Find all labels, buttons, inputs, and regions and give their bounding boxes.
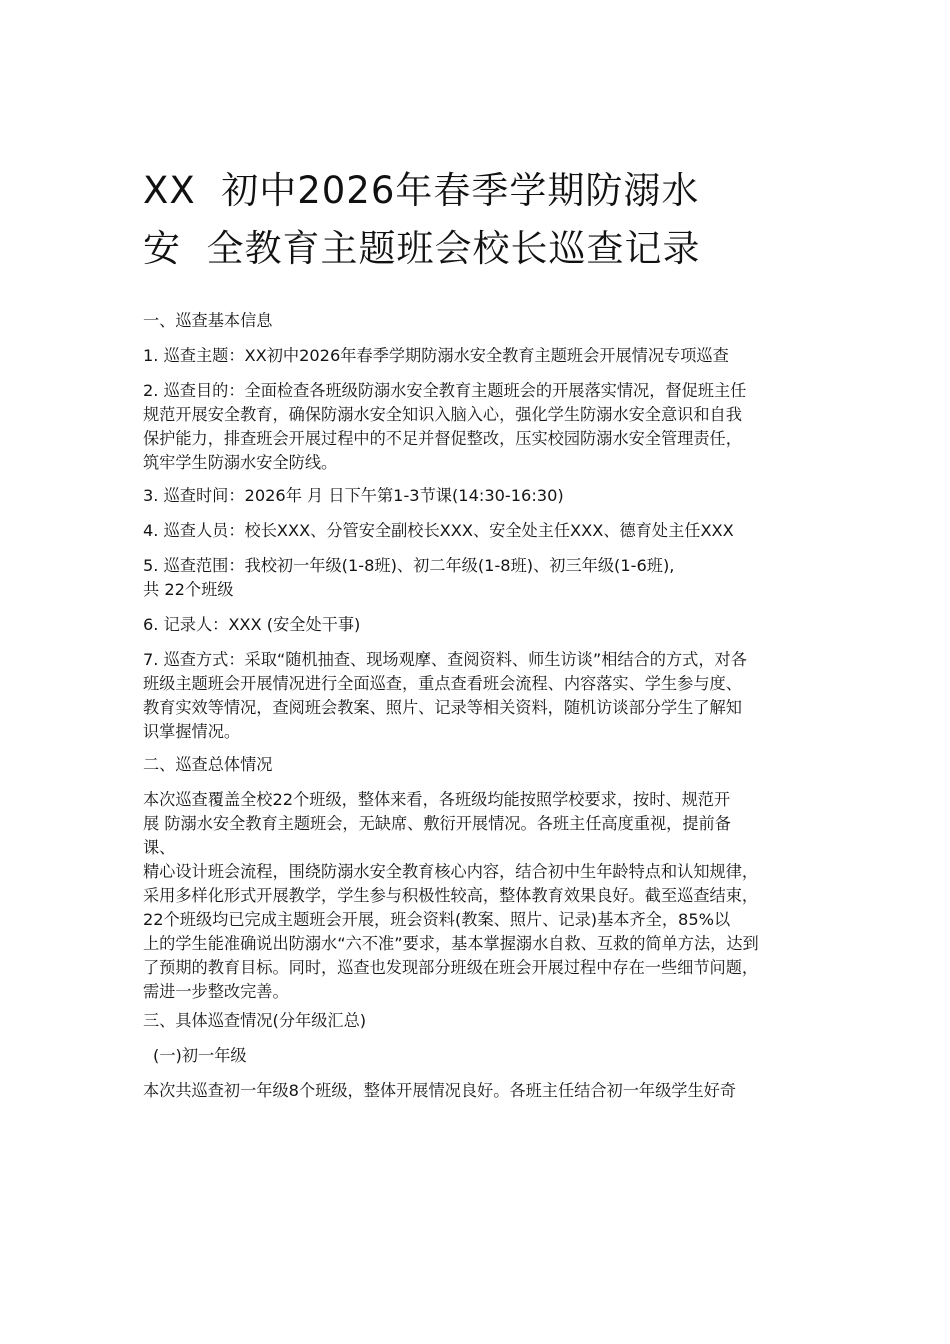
paragraph-inspection-purpose: 2. 巡查目的：全面检查各班级防溺水安全教育主题班会的开展落实情况，督促班主任 规范开展安全教育，确保防溺水安全知识入脑入心，强化学生防溺水安全意识和自我 保护能力，排查班会开展过程中的不足并督促整改，压实校园防溺水安全管理责任， 筑牢学生防溺水安全防线。 xyxy=(143,381,747,472)
document-title xyxy=(143,162,843,278)
title-line-2: 安 全教育主题班会校长巡查记录 xyxy=(143,227,701,270)
document-body xyxy=(143,309,823,1103)
section-heading-details: 三、具体巡查情况(分年级汇总) xyxy=(143,1011,367,1030)
paragraph-inspection-personnel: 4. 巡查人员：校长XXX、分管安全副校长XXX、安全处主任XXX、德育处主任XXX xyxy=(143,521,734,540)
section-heading-basic-info: 一、巡查基本信息 xyxy=(143,311,273,330)
paragraph-recorder: 6. 记录人：XXX (安全处干事) xyxy=(143,615,361,634)
paragraph-overall-situation: 本次巡查覆盖全校22个班级，整体来看，各班级均能按照学校要求，按时、规范开 展 防溺水安全教育主题班会，无缺席、敷衍开展情况。各班主任高度重视，提前备 课、 精心设计班会流程，围绕防溺水安全教育核心内容，结合初中生年龄特点和认知规律， 采用多样化形式开展教学，学生参与积极性较高，整体教育效果良好。截至巡查结束， 22个班级均已完成主题班会开展，班会资料(教案、照片、记录)基本齐全，85%以 上的学生能准确说出防溺水“六不准”要求，基本掌握溺水自救、互救的简单方法，达到 了预期的教育目标。同时，巡查也发现部分班级在班会开展过程中存在一些细节问题， 需进一步整改完善。 xyxy=(143,790,759,1001)
title-line-1: XX 初中2026年春季学期防溺水 xyxy=(143,169,700,212)
subsection-heading-grade-one: (一)初一年级 xyxy=(153,1046,247,1065)
paragraph-inspection-scope: 5. 巡查范围：我校初一年级(1-8班)、初二年级(1-8班)、初三年级(1-6班), 共 22个班级 xyxy=(143,556,675,599)
paragraph-inspection-method: 7. 巡查方式：采取“随机抽查、现场观摩、查阅资料、师生访谈”相结合的方式，对各 班级主题班会开展情况进行全面巡查，重点查看班会流程、内容落实、学生参与度、 教育实效等情况，查阅班会教案、照片、记录等相关资料，随机访谈部分学生了解知 识掌握情况。 xyxy=(143,650,747,741)
paragraph-grade-one: 本次共巡查初一年级8个班级，整体开展情况良好。各班主任结合初一年级学生好奇 xyxy=(143,1081,737,1100)
paragraph-inspection-theme: 1. 巡查主题：XX初中2026年春季学期防溺水安全教育主题班会开展情况专项巡查 xyxy=(143,346,729,365)
paragraph-inspection-time: 3. 巡查时间：2026年 月 日下午第1-3节课(14:30-16:30) xyxy=(143,486,564,505)
section-heading-overall: 二、巡查总体情况 xyxy=(143,755,273,774)
